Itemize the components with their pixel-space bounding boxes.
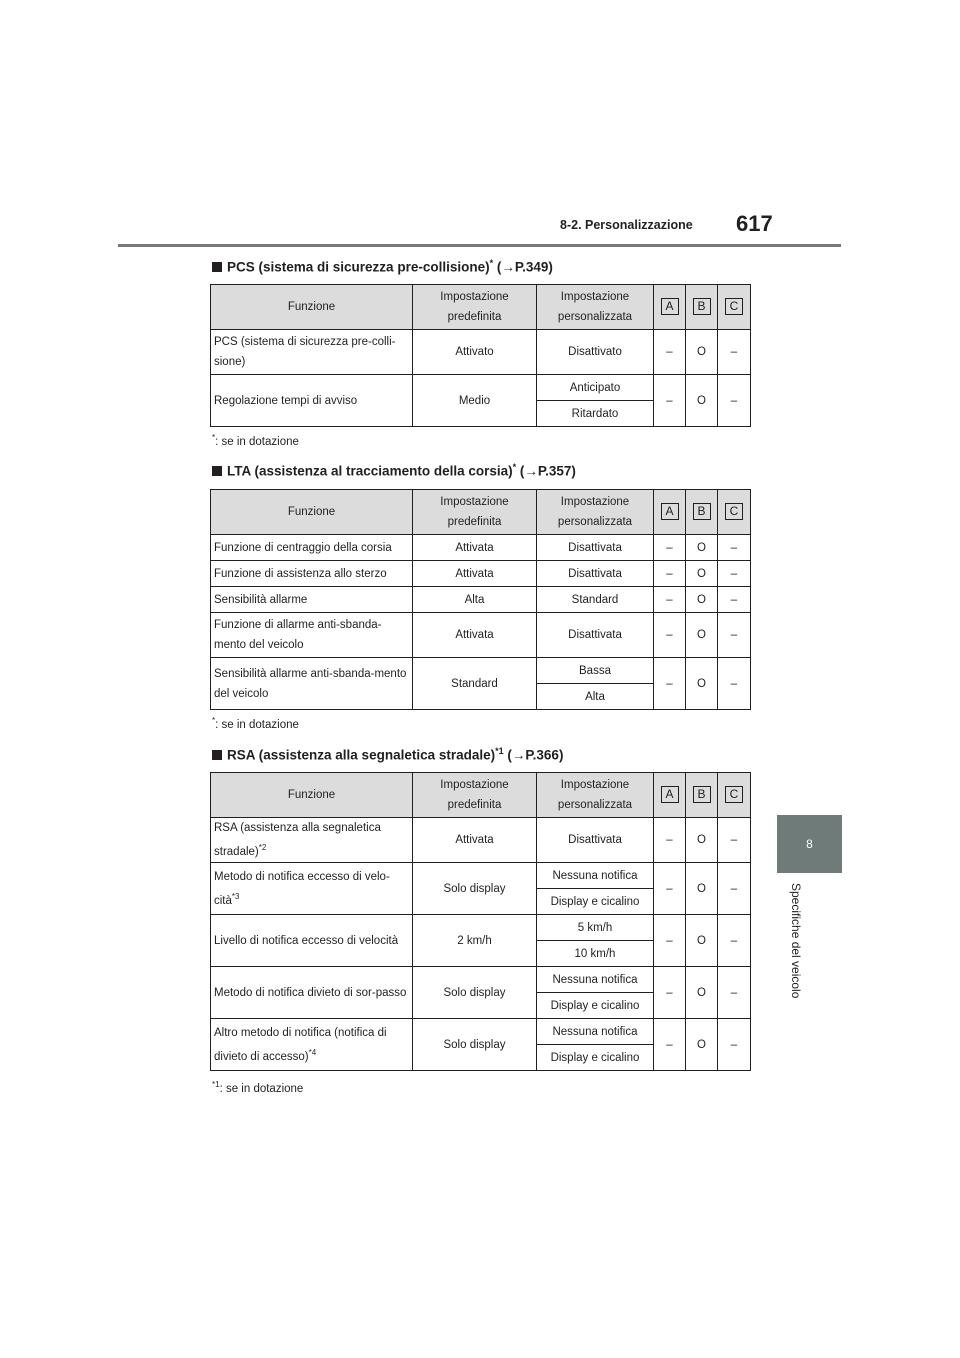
cell-b: O bbox=[686, 375, 718, 427]
table-header-row bbox=[211, 285, 751, 330]
cell-funzione-text: Altro metodo di notifica (notifica di divieto di accesso) bbox=[214, 1026, 387, 1063]
cell-a: – bbox=[654, 818, 686, 863]
header-predefinita: Impostazione predefinita bbox=[413, 490, 537, 535]
cell-a: – bbox=[654, 863, 686, 915]
cell-predefinita: Standard bbox=[413, 658, 537, 710]
cell-funzione: Metodo di notifica divieto di sor-passo bbox=[211, 967, 413, 1019]
cell-a: – bbox=[654, 1019, 686, 1071]
cell-personalizzata: Disattivata bbox=[537, 535, 654, 561]
cell-predefinita: Attivata bbox=[413, 561, 537, 587]
cell-funzione bbox=[211, 863, 413, 915]
header-col-b bbox=[686, 285, 718, 330]
footnote-lta bbox=[212, 716, 299, 731]
cell-c: – bbox=[718, 863, 751, 915]
cell-a: – bbox=[654, 967, 686, 1019]
table-row bbox=[211, 1019, 751, 1045]
bullet-icon bbox=[212, 262, 222, 272]
cell-funzione bbox=[211, 1019, 413, 1071]
cell-predefinita: Attivato bbox=[413, 330, 537, 375]
title-footnote-mark: * bbox=[512, 462, 517, 472]
col-a-box: A bbox=[661, 298, 679, 315]
cell-personalizzata-alt: Display e cicalino bbox=[537, 993, 654, 1019]
cell-personalizzata-alt: Display e cicalino bbox=[537, 1045, 654, 1071]
table-row bbox=[211, 375, 751, 401]
cell-personalizzata: Anticipato bbox=[537, 375, 654, 401]
cell-c: – bbox=[718, 967, 751, 1019]
cell-personalizzata: Nessuna notifica bbox=[537, 1019, 654, 1045]
chapter-side-label: Specifiche del veicolo bbox=[789, 883, 803, 999]
cell-funzione-text: Metodo di notifica eccesso di velo-cità bbox=[214, 870, 390, 907]
header-section: 8-2. Personalizzazione bbox=[560, 218, 693, 232]
cell-personalizzata-alt: Ritardato bbox=[537, 401, 654, 427]
cell-funzione: Funzione di allarme anti-sbanda-mento del veicolo bbox=[211, 613, 413, 658]
header-personalizzata: Impostazione personalizzata bbox=[537, 490, 654, 535]
section-title-text: LTA (assistenza al tracciamento della corsia) bbox=[227, 463, 513, 479]
header-col-c bbox=[718, 285, 751, 330]
cell-c: – bbox=[718, 818, 751, 863]
col-c-box: C bbox=[725, 503, 743, 520]
header-col-c bbox=[718, 773, 751, 818]
section-title-lta bbox=[212, 462, 576, 479]
col-b-box: B bbox=[693, 503, 711, 520]
cell-a: – bbox=[654, 561, 686, 587]
table-row bbox=[211, 658, 751, 684]
cell-predefinita: Alta bbox=[413, 587, 537, 613]
header-personalizzata: Impostazione personalizzata bbox=[537, 773, 654, 818]
page-reference: (→P.349) bbox=[496, 259, 553, 275]
col-b-box: B bbox=[693, 786, 711, 803]
footnote-pcs bbox=[212, 433, 299, 448]
header-personalizzata: Impostazione personalizzata bbox=[537, 285, 654, 330]
cell-funzione: PCS (sistema di sicurezza pre-colli-sione) bbox=[211, 330, 413, 375]
cell-a: – bbox=[654, 915, 686, 967]
footnote-text: : se in dotazione bbox=[219, 1082, 304, 1095]
cell-funzione bbox=[211, 818, 413, 863]
table-row bbox=[211, 587, 751, 613]
table-row bbox=[211, 535, 751, 561]
cell-b: O bbox=[686, 613, 718, 658]
cell-predefinita: Solo display bbox=[413, 863, 537, 915]
cell-b: O bbox=[686, 330, 718, 375]
footnote-text: : se in dotazione bbox=[215, 435, 299, 448]
bullet-icon bbox=[212, 750, 222, 760]
cell-b: O bbox=[686, 967, 718, 1019]
cell-a: – bbox=[654, 587, 686, 613]
cell-c: – bbox=[718, 330, 751, 375]
footnote-rsa bbox=[212, 1080, 303, 1095]
title-footnote-mark: *1 bbox=[495, 746, 504, 756]
cell-personalizzata: Disattivata bbox=[537, 561, 654, 587]
table-row bbox=[211, 915, 751, 941]
cell-funzione: Funzione di assistenza allo sterzo bbox=[211, 561, 413, 587]
cell-predefinita: Attivata bbox=[413, 613, 537, 658]
header-col-a bbox=[654, 490, 686, 535]
cell-footnote-mark: *4 bbox=[308, 1047, 317, 1057]
section-title-rsa bbox=[212, 746, 563, 763]
cell-b: O bbox=[686, 561, 718, 587]
cell-funzione: Funzione di centraggio della corsia bbox=[211, 535, 413, 561]
table-row bbox=[211, 863, 751, 889]
cell-predefinita: Medio bbox=[413, 375, 537, 427]
col-c-box: C bbox=[725, 786, 743, 803]
chapter-tab: 8 bbox=[777, 815, 842, 873]
table-row bbox=[211, 818, 751, 863]
col-c-box: C bbox=[725, 298, 743, 315]
cell-personalizzata: Standard bbox=[537, 587, 654, 613]
cell-personalizzata: Bassa bbox=[537, 658, 654, 684]
cell-b: O bbox=[686, 587, 718, 613]
table-header-row bbox=[211, 773, 751, 818]
table-row bbox=[211, 613, 751, 658]
cell-a: – bbox=[654, 535, 686, 561]
cell-predefinita: Attivata bbox=[413, 818, 537, 863]
rsa-table bbox=[210, 772, 751, 1071]
cell-b: O bbox=[686, 818, 718, 863]
header-predefinita: Impostazione predefinita bbox=[413, 285, 537, 330]
cell-personalizzata: Disattivata bbox=[537, 613, 654, 658]
lta-table bbox=[210, 489, 751, 710]
col-b-box: B bbox=[693, 298, 711, 315]
cell-c: – bbox=[718, 375, 751, 427]
header-funzione: Funzione bbox=[211, 773, 413, 818]
page-reference: (→P.366) bbox=[507, 747, 564, 763]
cell-funzione: Livello di notifica eccesso di velocità bbox=[211, 915, 413, 967]
cell-b: O bbox=[686, 915, 718, 967]
cell-a: – bbox=[654, 375, 686, 427]
cell-b: O bbox=[686, 535, 718, 561]
cell-footnote-mark: *2 bbox=[258, 843, 267, 853]
page-number: 617 bbox=[736, 211, 773, 236]
footnote-mark: * bbox=[212, 433, 216, 442]
cell-b: O bbox=[686, 863, 718, 915]
cell-funzione: Sensibilità allarme anti-sbanda-mento del veicolo bbox=[211, 658, 413, 710]
footnote-text: : se in dotazione bbox=[215, 718, 299, 731]
table-row bbox=[211, 330, 751, 375]
table-header-row bbox=[211, 490, 751, 535]
cell-predefinita: Solo display bbox=[413, 1019, 537, 1071]
cell-c: – bbox=[718, 915, 751, 967]
col-a-box: A bbox=[661, 786, 679, 803]
bullet-icon bbox=[212, 466, 222, 476]
header-col-a bbox=[654, 285, 686, 330]
section-title-pcs bbox=[212, 258, 553, 275]
cell-personalizzata: Nessuna notifica bbox=[537, 967, 654, 993]
cell-c: – bbox=[718, 561, 751, 587]
cell-a: – bbox=[654, 658, 686, 710]
title-footnote-mark: * bbox=[489, 258, 494, 268]
pcs-table bbox=[210, 284, 751, 427]
table-row bbox=[211, 561, 751, 587]
cell-funzione: Regolazione tempi di avviso bbox=[211, 375, 413, 427]
cell-footnote-mark: *3 bbox=[231, 891, 240, 901]
cell-a: – bbox=[654, 330, 686, 375]
footnote-mark: * bbox=[212, 716, 216, 725]
col-a-box: A bbox=[661, 503, 679, 520]
cell-personalizzata-alt: 10 km/h bbox=[537, 941, 654, 967]
cell-c: – bbox=[718, 658, 751, 710]
cell-a: – bbox=[654, 613, 686, 658]
header-predefinita: Impostazione predefinita bbox=[413, 773, 537, 818]
table-row bbox=[211, 967, 751, 993]
section-title-text: PCS (sistema di sicurezza pre-collisione) bbox=[227, 259, 490, 275]
header-col-b bbox=[686, 490, 718, 535]
page-reference: (→P.357) bbox=[519, 463, 576, 479]
cell-c: – bbox=[718, 1019, 751, 1071]
cell-funzione: Sensibilità allarme bbox=[211, 587, 413, 613]
header-funzione: Funzione bbox=[211, 285, 413, 330]
header-funzione: Funzione bbox=[211, 490, 413, 535]
cell-c: – bbox=[718, 535, 751, 561]
header-col-a bbox=[654, 773, 686, 818]
section-title-text: RSA (assistenza alla segnaletica stradale) bbox=[227, 747, 496, 763]
cell-personalizzata-alt: Display e cicalino bbox=[537, 889, 654, 915]
header-col-b bbox=[686, 773, 718, 818]
cell-personalizzata: Disattivata bbox=[537, 818, 654, 863]
footnote-mark: *1 bbox=[212, 1080, 220, 1089]
cell-b: O bbox=[686, 658, 718, 710]
cell-funzione-text: RSA (assistenza alla segnaletica stradale) bbox=[214, 822, 381, 858]
cell-predefinita: Solo display bbox=[413, 967, 537, 1019]
cell-personalizzata-alt: Alta bbox=[537, 684, 654, 710]
cell-b: O bbox=[686, 1019, 718, 1071]
header-col-c bbox=[718, 490, 751, 535]
header-rule bbox=[118, 244, 841, 247]
cell-personalizzata: 5 km/h bbox=[537, 915, 654, 941]
cell-c: – bbox=[718, 613, 751, 658]
cell-personalizzata: Nessuna notifica bbox=[537, 863, 654, 889]
cell-predefinita: 2 km/h bbox=[413, 915, 537, 967]
cell-personalizzata: Disattivato bbox=[537, 330, 654, 375]
cell-c: – bbox=[718, 587, 751, 613]
cell-predefinita: Attivata bbox=[413, 535, 537, 561]
